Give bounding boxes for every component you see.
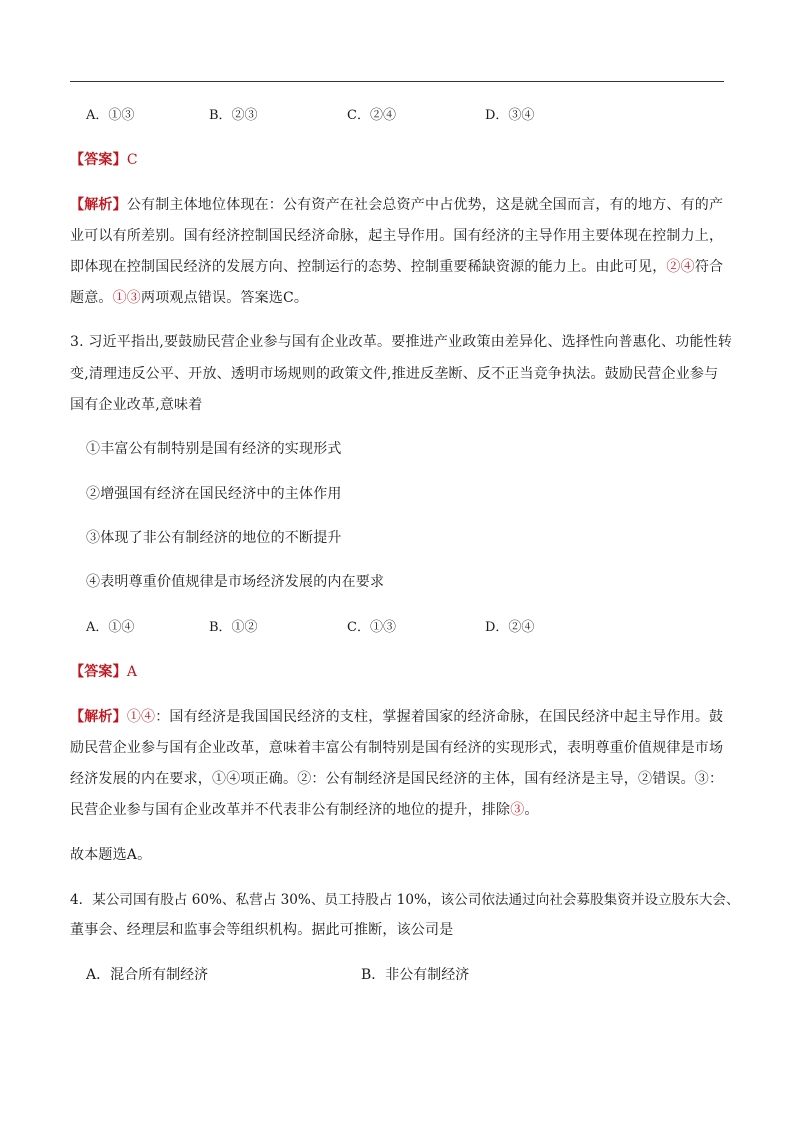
statement-item: ②增强国有经济在国民经济中的主体作用 bbox=[86, 486, 342, 502]
question-stem-line: 3. 习近平指出,要鼓励民营企业参与国有企业改革。要推进产业政策由差异化、选择性向普惠化、功能性转 bbox=[70, 334, 733, 350]
question-stem-line: 变,清理违反公平、开放、透明市场规则的政策文件,推进反垄断、反不正当竞争执法。鼓励民营企业参与 bbox=[70, 366, 719, 382]
q2-option-d: D．③④ bbox=[485, 108, 535, 123]
analysis-conclusion: 故本题选A。 bbox=[70, 847, 152, 863]
q2-option-a: A．①③ bbox=[86, 108, 135, 123]
analysis-line bbox=[70, 194, 723, 214]
answer-label: 【答案】 bbox=[70, 664, 127, 680]
q2-answer bbox=[70, 149, 138, 169]
question-stem-line: 董事会、经理层和监事会等组织机构。据此可推断，该公司是 bbox=[70, 922, 454, 938]
q3-option-c: C．①③ bbox=[347, 620, 396, 635]
analysis-line: 励民营企业参与国有企业改革，意味着丰富公有制特别是国有经济的实现形式，表明尊重价值规律是市场 bbox=[70, 740, 724, 756]
analysis-highlight: ①④ bbox=[126, 709, 156, 725]
analysis-text: 即体现在控制国民经济的发展方向、控制运行的态势、控制重要稀缺资源的能力上。由此可见， bbox=[70, 259, 667, 275]
analysis-label: 【解析】 bbox=[70, 709, 127, 725]
q4-option-b: B．非公有制经济 bbox=[361, 967, 470, 983]
analysis-text: 。 bbox=[524, 802, 539, 818]
question-stem-line: 4．某公司国有股占 60%、私营占 30%、员工持股占 10%，该公司依法通过向社会募股集资并设立股东大会、 bbox=[70, 892, 740, 908]
analysis-text: 民营企业参与国有企业改革并不代表非公有制经济的地位的提升，排除 bbox=[70, 802, 511, 818]
analysis-line bbox=[70, 706, 723, 726]
q2-option-b: B．②③ bbox=[209, 108, 258, 123]
analysis-text: ：国有经济是我国国民经济的支柱，掌握着国家的经济命脉，在国民经济中起主导作用。鼓 bbox=[155, 709, 724, 725]
q3-option-d: D．②④ bbox=[485, 620, 535, 635]
answer-value: C bbox=[126, 152, 138, 168]
analysis-label: 【解析】 bbox=[70, 197, 127, 213]
q3-option-b: B．①② bbox=[209, 620, 258, 635]
header-rule bbox=[70, 81, 724, 82]
question-stem-line: 国有企业改革,意味着 bbox=[70, 397, 203, 413]
analysis-text: 题意。 bbox=[70, 290, 113, 306]
analysis-line: 经济发展的内在要求，①④项正确。②：公有制经济是国民经济的主体，国有经济是主导，②错误。③： bbox=[70, 771, 724, 787]
q2-option-c: C．②④ bbox=[347, 108, 396, 123]
statement-item: ①丰富公有制特别是国有经济的实现形式 bbox=[86, 441, 342, 457]
analysis-text: 符合 bbox=[694, 259, 724, 275]
q3-option-a: A．①④ bbox=[86, 620, 135, 635]
statement-item: ③体现了非公有制经济的地位的不断提升 bbox=[86, 530, 342, 546]
analysis-highlight: ②④ bbox=[666, 259, 695, 275]
q4-option-a: A．混合所有制经济 bbox=[86, 967, 209, 983]
analysis-line: 业可以有所差别。国有经济控制国民经济命脉，起主导作用。国有经济的主导作用主要体现在控制力上， bbox=[70, 228, 724, 244]
q3-answer bbox=[70, 661, 137, 681]
statement-item: ④表明尊重价值规律是市场经济发展的内在要求 bbox=[86, 574, 385, 590]
analysis-highlight: ①③ bbox=[112, 290, 142, 306]
answer-label: 【答案】 bbox=[70, 152, 127, 168]
analysis-line bbox=[70, 799, 539, 819]
answer-value: A bbox=[126, 664, 138, 680]
analysis-text: 公有制主体地位体现在：公有资产在社会总资产中占优势，这是就全国而言，有的地方、有的产 bbox=[126, 197, 724, 213]
analysis-text: 两项观点错误。答案选C。 bbox=[141, 290, 309, 306]
analysis-line bbox=[70, 256, 723, 276]
analysis-line bbox=[70, 287, 308, 307]
analysis-highlight: ③ bbox=[510, 802, 525, 818]
